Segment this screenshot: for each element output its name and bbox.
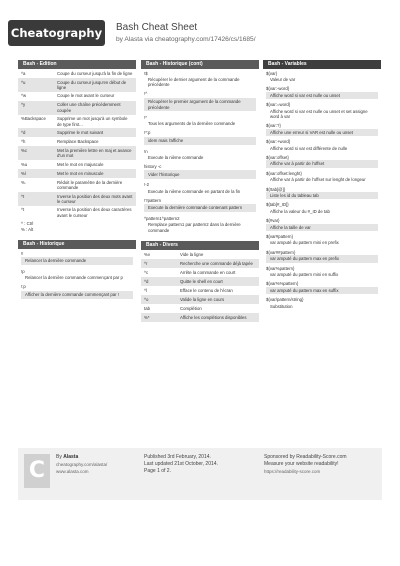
key: ^pattern1^pattern2 xyxy=(144,215,180,221)
by-label: By xyxy=(56,454,62,460)
table-row xyxy=(141,295,259,304)
key: !*:p xyxy=(144,130,151,136)
key: !^ xyxy=(144,91,148,97)
desc: var amputé du pattern max en suffix xyxy=(266,287,378,294)
key: ^d xyxy=(144,278,149,284)
list-item xyxy=(18,249,136,267)
key: ^w xyxy=(21,93,27,99)
desc: Rédoit le paramètre de la dernière commande xyxy=(57,179,123,191)
list-item xyxy=(263,122,381,138)
table-row xyxy=(18,146,136,160)
list-item xyxy=(18,267,136,282)
table-row xyxy=(18,78,136,92)
updated-date: Last updated 21st October, 2014. xyxy=(144,461,218,467)
desc: Affiche une erreur si VAR est nulle ou unset xyxy=(266,129,378,136)
desc: Tous les arguments de la dernière commande xyxy=(148,121,236,127)
published-date: Published 3rd February, 2014. xyxy=(144,454,211,460)
list-item xyxy=(141,90,259,114)
desc: idem mais l'affiche xyxy=(144,137,256,145)
desc: Relancer la dernière commande commençant par p xyxy=(25,275,123,281)
desc: Coupe le mot avant le curseur xyxy=(57,93,115,99)
section-divers xyxy=(141,241,259,322)
table-row xyxy=(141,286,259,295)
table-row xyxy=(18,206,136,220)
key: ${!tab[@]} xyxy=(266,186,286,192)
section-edition xyxy=(18,60,136,234)
desc: Liste les id du tableau tab xyxy=(266,192,378,199)
key: %* xyxy=(144,314,150,320)
key: !?pattern xyxy=(144,197,161,203)
page-title: Bash Cheat Sheet xyxy=(116,22,198,33)
footer-dates xyxy=(144,454,218,475)
legend-ctrl: ^ : Ctrl xyxy=(21,221,34,227)
key: ${var%pattern} xyxy=(266,265,295,271)
key: ^l xyxy=(144,287,147,293)
section-title: Bash - Variables xyxy=(263,60,381,69)
logo[interactable]: Cheatography xyxy=(8,20,105,46)
desc: Execute la nième commande en partant de la fin xyxy=(148,188,241,194)
list-item xyxy=(263,69,381,85)
desc: Affiche les complétions disponibles xyxy=(180,314,247,320)
avatar[interactable] xyxy=(24,454,50,488)
list-item xyxy=(263,138,381,154)
desc: Supprime le mot suivant xyxy=(57,129,104,135)
desc: Affiche var à partir de l'offset xyxy=(266,160,378,167)
sponsor-name[interactable]: Sponsored by Readability-Score.com xyxy=(264,454,347,460)
desc: var amputé du pattern mini en prefix xyxy=(270,240,339,246)
key: !:p xyxy=(21,284,26,290)
key: ${#var} xyxy=(266,218,280,224)
table-row xyxy=(18,192,136,206)
table-row xyxy=(18,178,136,192)
desc: Remplace pattern1 par pattern2 dans la dernière commande xyxy=(148,222,241,233)
table-row xyxy=(141,304,259,313)
desc: Execute la nième commande xyxy=(148,154,204,160)
list-item xyxy=(263,217,381,233)
desc: Valeur de var xyxy=(270,76,296,82)
avatar-letter: C xyxy=(28,458,46,483)
desc: Substitution xyxy=(270,303,293,309)
key: ${tab[#_ID]} xyxy=(266,202,289,208)
desc: Relancer la dernière commande xyxy=(21,257,133,265)
list-item xyxy=(263,85,381,101)
table-row xyxy=(141,268,259,277)
section-title: Bash - Divers xyxy=(141,241,259,250)
key: ${var:=word} xyxy=(266,102,291,108)
desc: Coller une chaîne précédemment coupée xyxy=(57,102,121,113)
key: ^u xyxy=(21,79,26,85)
key: !p xyxy=(21,268,25,274)
header xyxy=(0,0,400,52)
key: ^t xyxy=(21,207,25,213)
table-row xyxy=(141,277,259,286)
key: ${var} xyxy=(266,70,278,76)
sponsor-url[interactable]: https://readability-score.com xyxy=(264,469,321,474)
key: ${var:offset:lenght} xyxy=(266,170,302,176)
list-item xyxy=(141,69,259,90)
section-title: Bash - Historique (cont) xyxy=(141,60,259,69)
page-subtitle[interactable]: by Alasta via cheatography.com/17426/cs/1685/ xyxy=(116,36,256,43)
legend xyxy=(18,220,136,234)
column-1 xyxy=(18,60,136,307)
list-item xyxy=(263,201,381,217)
list-item xyxy=(141,196,259,214)
list-item xyxy=(141,113,259,128)
list-item xyxy=(263,153,381,169)
key: %u xyxy=(21,161,28,167)
footer-sponsor xyxy=(264,454,347,475)
table-row xyxy=(18,169,136,178)
key: ${var:+word} xyxy=(266,139,291,145)
list-item xyxy=(263,264,381,280)
key: %c xyxy=(21,147,27,153)
key: ${var##pattern} xyxy=(266,249,296,255)
desc: Afficher la dernière commande commençant par ! xyxy=(21,291,133,299)
desc: Coupe du curseur jusqu'à la fin de ligne xyxy=(57,70,133,76)
table-row xyxy=(18,101,136,115)
column-3 xyxy=(263,60,381,318)
list-item xyxy=(263,169,381,185)
footer-author xyxy=(56,454,107,475)
desc: Vider l'historique xyxy=(144,170,256,178)
key: !! xyxy=(21,250,24,256)
table-row xyxy=(18,137,136,146)
list-item xyxy=(18,283,136,301)
section-title: Bash - Historique xyxy=(18,240,136,249)
key: %. xyxy=(21,179,27,185)
key: !-2 xyxy=(144,182,150,188)
desc: Arrête la commande en court xyxy=(180,269,236,275)
key: history -c xyxy=(144,163,162,169)
desc: Met la première lettre en maj et avance d'un mot xyxy=(57,147,132,159)
key: %v xyxy=(144,251,150,257)
key: ${var%%pattern} xyxy=(266,281,299,287)
list-item xyxy=(263,280,381,296)
key: ${var:-word} xyxy=(266,86,290,92)
key: ^o xyxy=(144,296,149,302)
section-title: Bash - Edition xyxy=(18,60,136,69)
desc: Remplace Backspace xyxy=(57,138,99,144)
table-row xyxy=(18,92,136,101)
key: ^r xyxy=(144,260,148,266)
table-row xyxy=(18,69,136,78)
key: ${var/pattern/string} xyxy=(266,297,304,303)
key: !$ xyxy=(144,70,148,76)
desc: Valide la ligne en cours xyxy=(180,296,225,302)
section-historique xyxy=(18,240,136,301)
list-item xyxy=(263,248,381,264)
list-item xyxy=(263,296,381,312)
table-row xyxy=(141,259,259,268)
list-item xyxy=(263,233,381,249)
key: ^a xyxy=(21,70,26,76)
key: ${var:offset} xyxy=(266,154,289,160)
sponsor-line: Measure your website readability! xyxy=(264,461,339,467)
key: ^d xyxy=(21,129,26,135)
list-item xyxy=(141,147,259,162)
desc: Supprime un mot jusqu'à un symbole de type first... xyxy=(57,116,128,127)
desc: Affiche la valeur du #_ID de tab xyxy=(270,208,330,214)
desc: Recherche une commande déjà tapée xyxy=(180,260,253,266)
key: !n xyxy=(144,148,148,154)
key: %Backspace xyxy=(21,116,46,122)
desc: Affiche word si var est différente de nulle xyxy=(270,145,348,151)
desc: Met le mot en majuscule xyxy=(57,161,104,167)
desc: var amputé du pattern mini en suffix xyxy=(270,272,339,278)
author-url[interactable]: cheatography.com/alasta/ xyxy=(56,462,108,467)
desc: Complétion xyxy=(180,305,202,311)
desc: Récupérer le dernier argument de la commande précédente xyxy=(148,76,240,88)
column-2 xyxy=(141,60,259,328)
footer xyxy=(18,448,382,500)
key: ^h xyxy=(21,138,26,144)
key: ^c xyxy=(144,269,149,275)
desc: Affiche la taille de var xyxy=(266,224,378,231)
section-variables xyxy=(263,60,381,312)
desc: Affiche var à partir de l'offset sur lenght de longeur xyxy=(270,177,366,183)
desc: Récupérer le premier argument de la commande précédente xyxy=(144,98,256,112)
desc: Execute la dernière commande contenant pattern xyxy=(144,204,256,212)
desc: Efface le contenu de l'écran xyxy=(180,287,233,293)
table-row xyxy=(18,115,136,129)
legend-alt: % : Alt xyxy=(21,226,34,232)
key: !* xyxy=(144,114,147,120)
key: ^t xyxy=(21,193,25,199)
desc: Vide la ligne xyxy=(180,251,204,257)
list-item xyxy=(141,181,259,196)
key: ${var#pattern} xyxy=(266,234,293,240)
desc: Affiche word si var est nulle ou unset xyxy=(266,92,378,99)
key: ^y xyxy=(21,102,26,108)
list-item xyxy=(263,185,381,201)
desc: Inverse la position des deux caractères avant le curseur xyxy=(57,207,132,218)
list-item xyxy=(141,214,259,235)
desc: Met le mot en minuscule xyxy=(57,170,104,176)
list-item xyxy=(141,129,259,147)
desc: Coupe du curseur jusqu'en début de ligne xyxy=(57,79,127,90)
list-item xyxy=(263,101,381,122)
key: ${var:?} xyxy=(266,123,281,129)
table-row xyxy=(141,250,259,259)
desc: var amputé du pattern max en prefix xyxy=(266,255,378,262)
page-number: Page 1 of 2. xyxy=(144,468,171,474)
desc: Affiche word si var est nulle ou unset et set assigne word à var xyxy=(270,108,368,119)
table-row xyxy=(18,128,136,137)
key: tab xyxy=(144,305,150,311)
table-row xyxy=(18,160,136,169)
table-row xyxy=(141,313,259,322)
author-name[interactable]: Alasta xyxy=(63,454,79,460)
author-site[interactable]: www.alasta.com xyxy=(56,469,89,474)
section-historique-cont xyxy=(141,60,259,235)
desc: Quitte le shell en court xyxy=(180,278,223,284)
key: %l xyxy=(21,170,26,176)
desc: Inverse la position des deux mots avant le curseur xyxy=(57,193,133,204)
list-item xyxy=(141,162,259,180)
